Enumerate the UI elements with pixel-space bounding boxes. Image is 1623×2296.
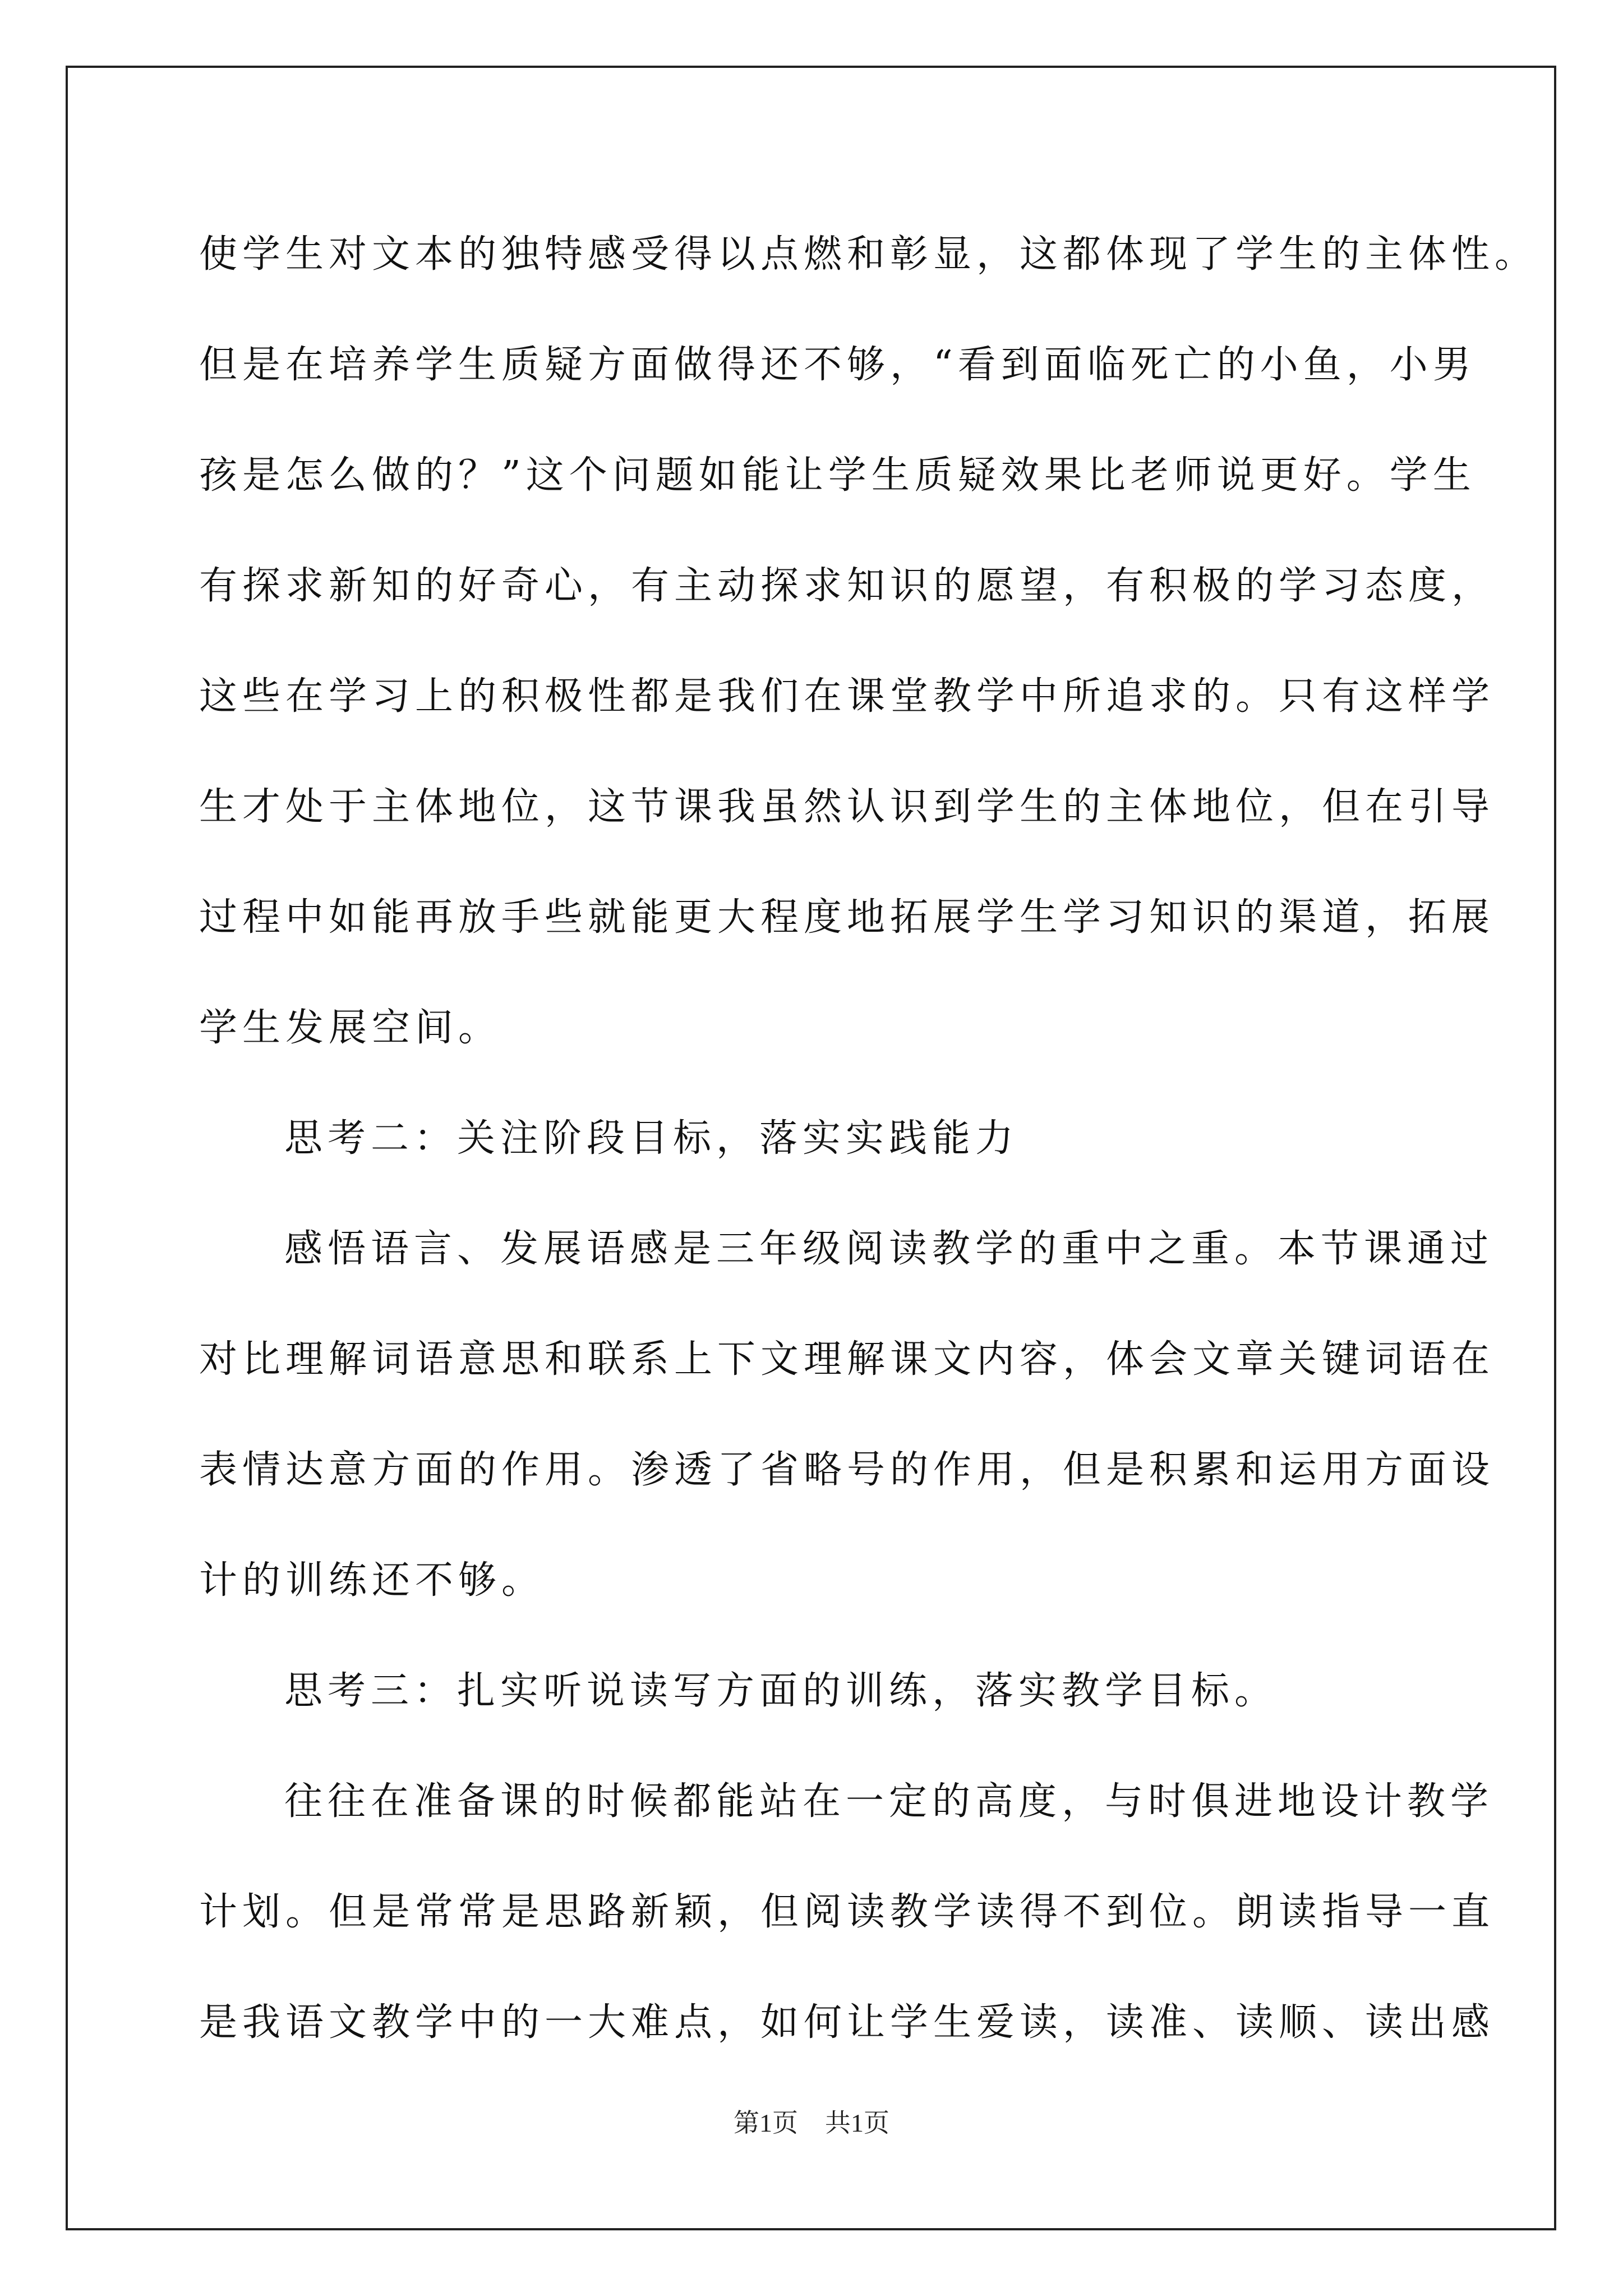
text-line: 孩是怎么做的？”这个问题如能让学生质疑效果比老师说更好。学生 <box>199 453 1476 498</box>
text-line: 表情达意方面的作用。渗透了省略号的作用，但是积累和运用方面设 <box>199 1448 1495 1492</box>
text-line: 是我语文教学中的一大难点，如何让学生爱读，读准、读顺、读出感 <box>199 2000 1495 2045</box>
text-line: 过程中如能再放手些就能更大程度地拓展学生学习知识的渠道，拓展 <box>199 895 1495 940</box>
text-line: 往往在准备课的时候都能站在一定的高度，与时俱进地设计教学 <box>284 1779 1494 1824</box>
document-body <box>199 199 1538 2078</box>
text-line: 计的训练还不够。 <box>199 1558 545 1603</box>
text-line: 使学生对文本的独特感受得以点燃和彰显，这都体现了学生的主体性。 <box>199 232 1538 277</box>
text-line: 计划。但是常常是思路新颖，但阅读教学读得不到位。朗读指导一直 <box>199 1890 1495 1934</box>
page-total: 共1页 <box>825 2109 889 2137</box>
text-line: 但是在培养学生质疑方面做得还不够，“看到面临死亡的小鱼，小男 <box>199 343 1476 387</box>
section-heading: 思考二：关注阶段目标，落实实践能力 <box>284 1116 1019 1161</box>
section-heading: 思考三：扎实听说读写方面的训练，落实教学目标。 <box>284 1669 1278 1713</box>
text-line: 感悟语言、发展语感是三年级阅读教学的重中之重。本节课通过 <box>284 1227 1494 1271</box>
text-line: 生才处于主体地位，这节课我虽然认识到学生的主体地位，但在引导 <box>199 785 1495 829</box>
page-number: 第1页 <box>734 2109 798 2137</box>
text-line: 学生发展空间。 <box>199 1006 502 1050</box>
text-line: 这些在学习上的积极性都是我们在课堂教学中所追求的。只有这样学 <box>199 674 1495 719</box>
text-line: 有探求新知的好奇心，有主动探求知识的愿望，有积极的学习态度， <box>199 564 1495 608</box>
page-footer <box>0 2106 1623 2140</box>
text-line: 对比理解词语意思和联系上下文理解课文内容，体会文章关键词语在 <box>199 1337 1495 1382</box>
